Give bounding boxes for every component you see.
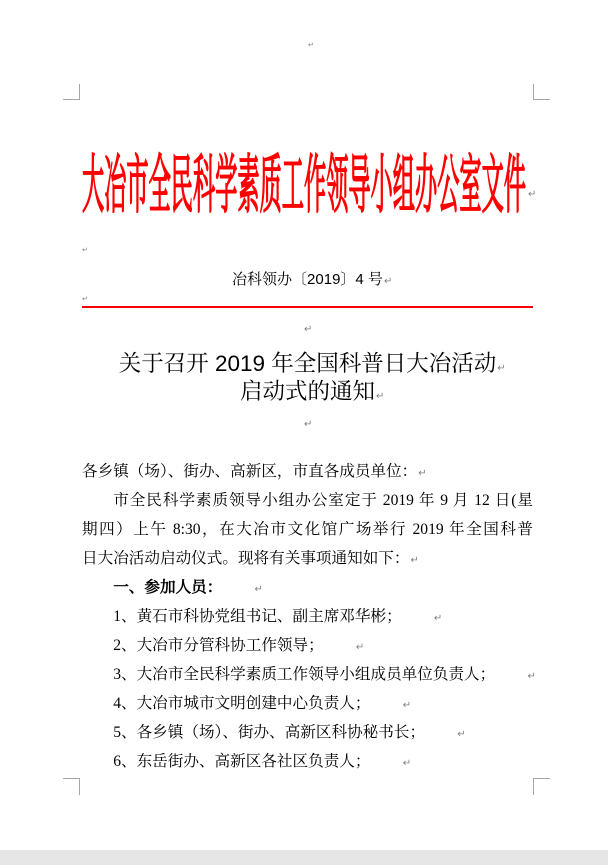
attendee-item <box>82 631 533 660</box>
document-body <box>82 457 533 776</box>
crop-mark-icon <box>533 84 550 100</box>
paragraph-mark-icon <box>82 296 88 303</box>
page-gap <box>0 850 608 865</box>
notice-heading-line <box>82 378 533 406</box>
attendee-item <box>82 689 533 718</box>
intro-paragraph-line <box>82 486 533 515</box>
salutation-text: 各乡镇（场）、街办、高新区，市直各成员单位： <box>82 463 418 480</box>
notice-heading-text: 关于召开 2019 年全国科普日大冶活动 <box>118 351 497 376</box>
notice-heading-line <box>82 350 533 378</box>
intro-paragraph-line <box>82 515 533 544</box>
section-heading-text: 一、参加人员： <box>113 579 223 596</box>
attendee-text: 2、大冶市分管科协工作领导； <box>113 637 324 654</box>
crop-mark-icon <box>63 84 80 100</box>
intro-text: 期四）上午 8:30，在大冶市文化馆广场举行 2019 年全国科普 <box>82 521 533 538</box>
document-title-text: 大冶市全民科学素质工作领导小组办公室文件 <box>82 150 526 220</box>
paragraph-mark-icon <box>528 190 536 200</box>
paragraph-mark-icon <box>308 42 314 49</box>
attendee-text: 1、黄石市科协党组书记、副主席邓华彬； <box>113 608 402 625</box>
intro-text: 日大冶活动启动仪式。现将有关事项通知如下： <box>82 550 410 567</box>
notice-heading-text: 启动式的通知 <box>239 379 375 404</box>
intro-paragraph-line <box>82 544 533 573</box>
salutation <box>82 457 533 486</box>
document-title <box>80 144 532 220</box>
paragraph-mark-icon <box>82 247 88 254</box>
attendee-item <box>82 747 533 776</box>
attendee-text: 3、大冶市全民科学素质工作领导小组成员单位负责人； <box>113 666 496 683</box>
attendee-item <box>82 660 533 689</box>
crop-mark-icon <box>533 778 550 795</box>
attendee-text: 6、东岳街办、高新区各社区负责人； <box>113 753 371 770</box>
notice-heading <box>82 350 533 406</box>
document-number <box>82 268 533 292</box>
attendee-item <box>82 602 533 631</box>
attendee-text: 4、大冶市城市文明创建中心负责人； <box>113 695 371 712</box>
paragraph-mark-icon <box>304 420 312 430</box>
attendee-item <box>82 718 533 747</box>
section-heading <box>82 573 533 602</box>
crop-mark-icon <box>63 778 80 795</box>
attendee-text: 5、各乡镇（场）、街办、高新区科协秘书长； <box>113 724 426 741</box>
intro-text: 市全民科学素质领导小组办公室定于 2019 年 9 月 12 日(星 <box>113 492 533 509</box>
red-separator-rule <box>82 306 533 308</box>
paragraph-mark-icon <box>304 325 312 335</box>
document-number-text: 冶科领办〔2019〕4 号 <box>232 271 383 288</box>
